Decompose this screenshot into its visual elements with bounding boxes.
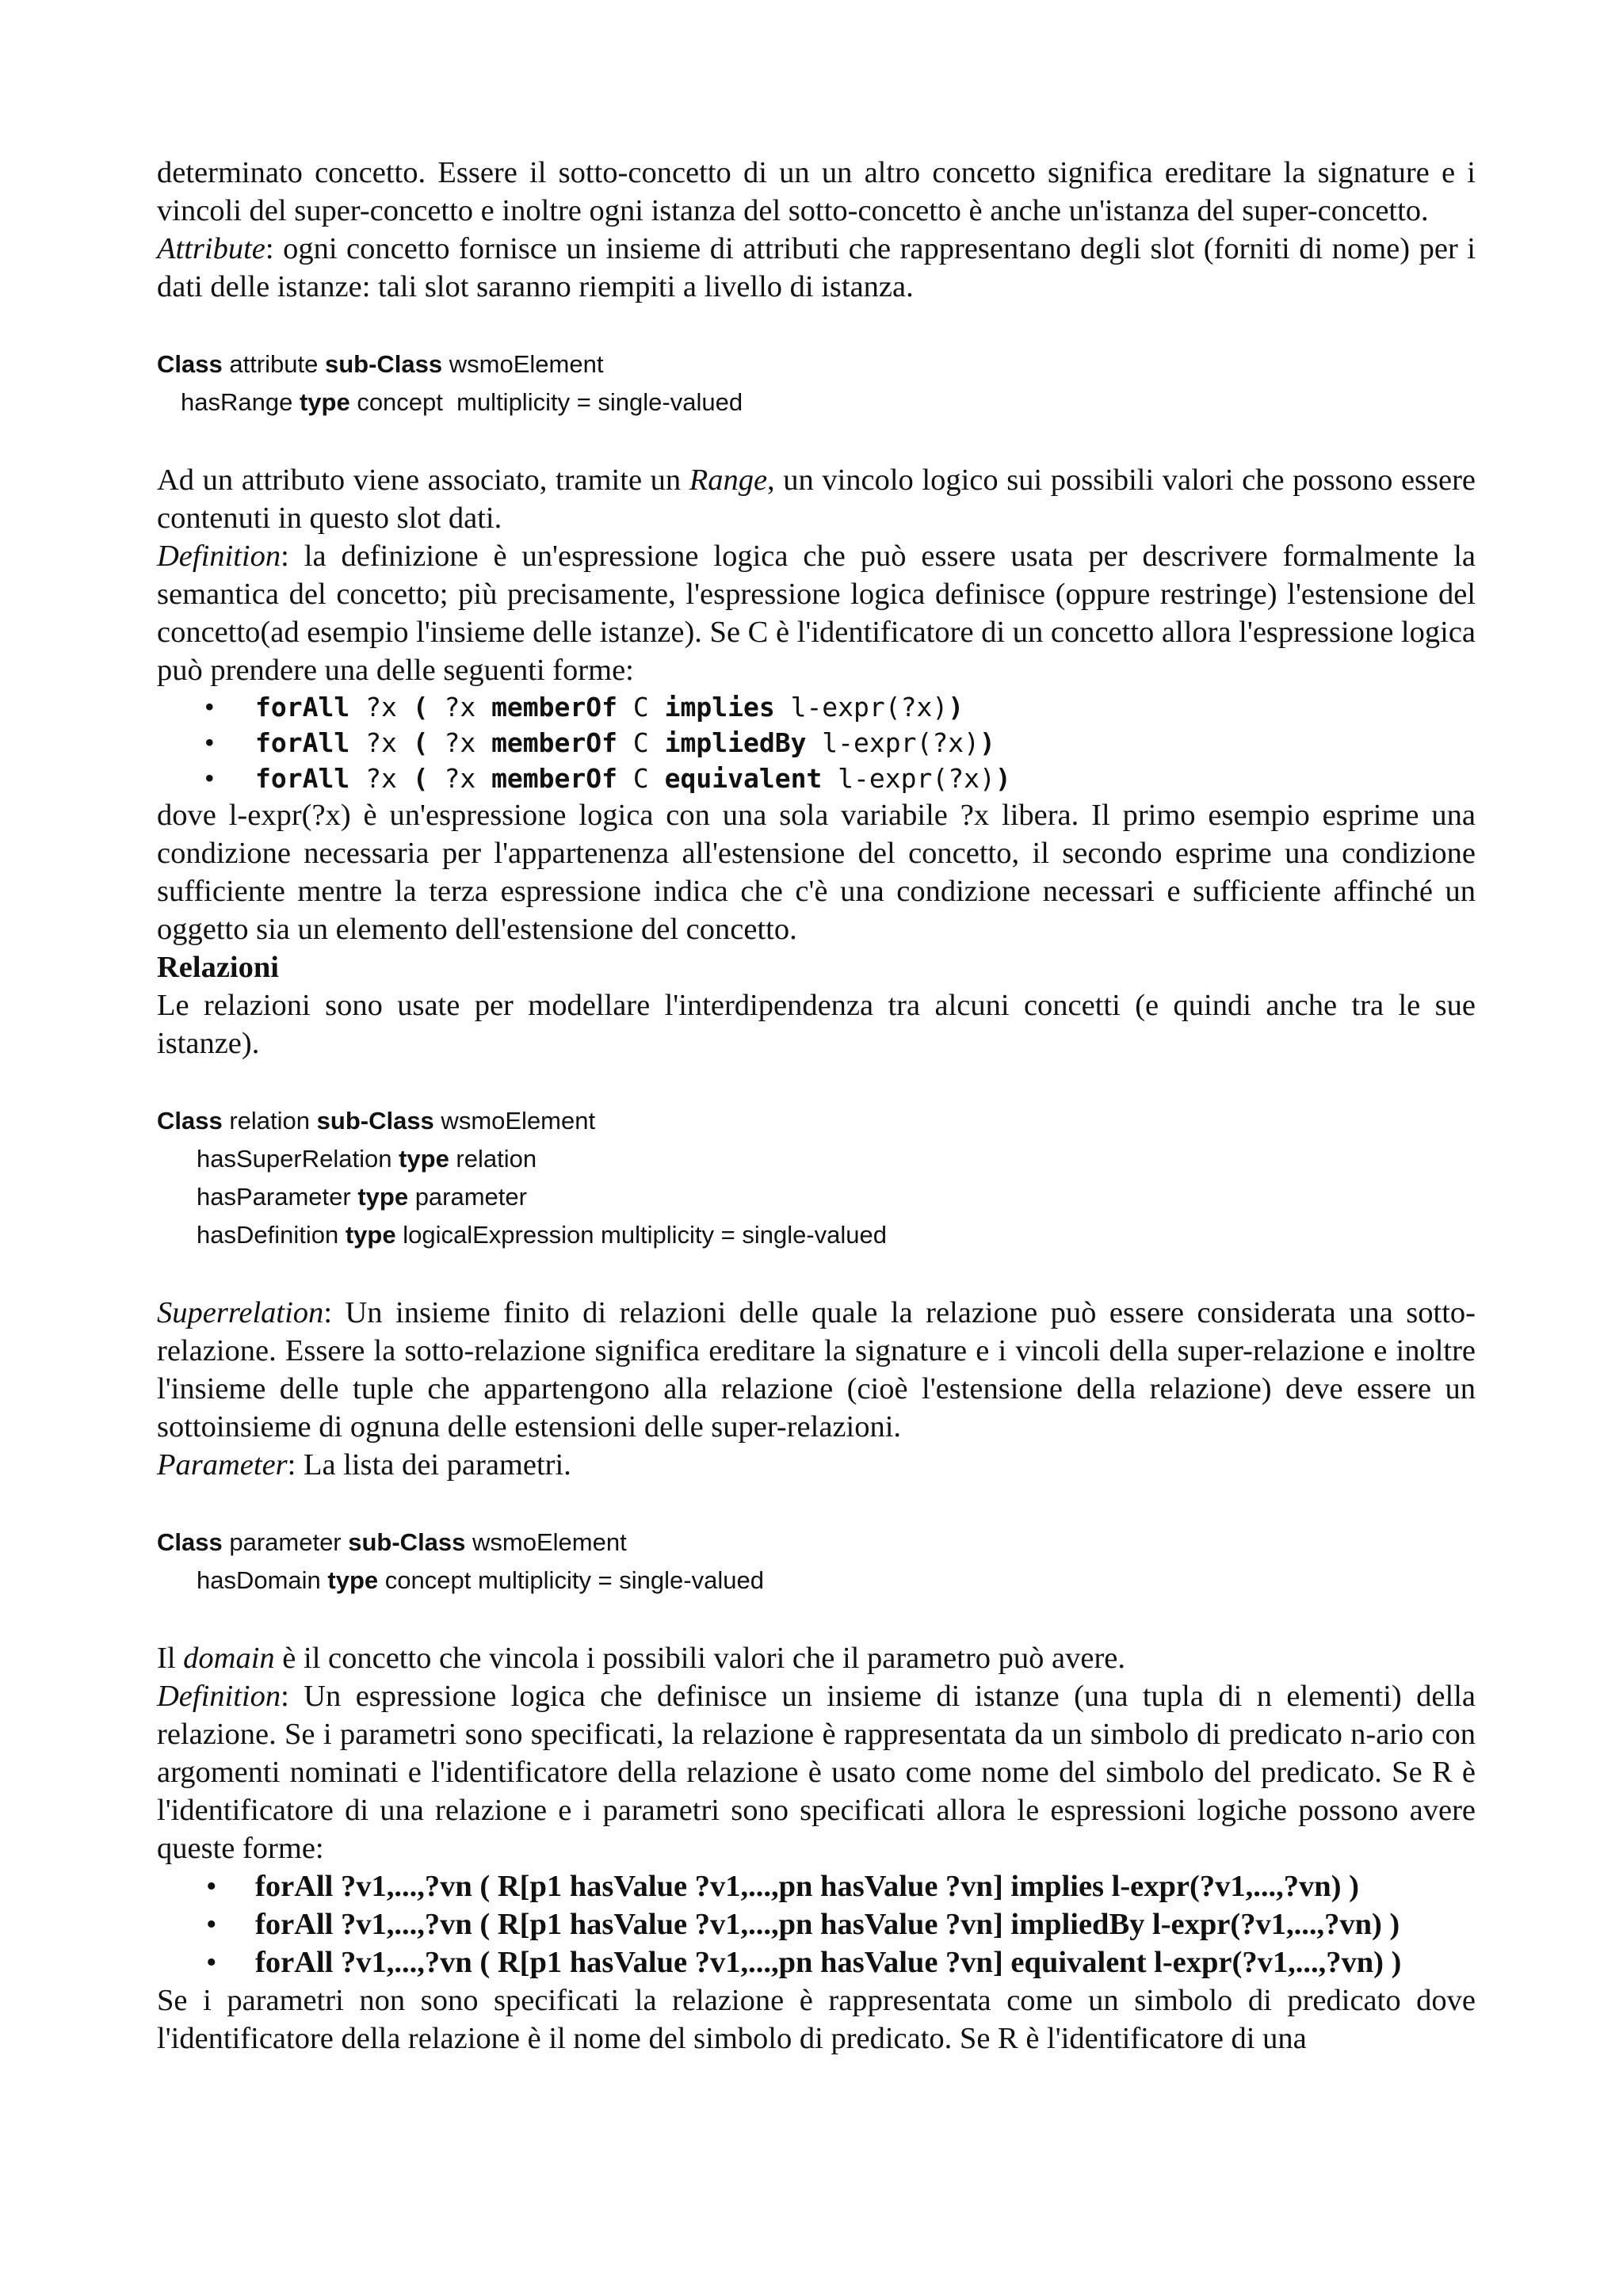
concept-id: C [617,763,665,794]
kw-memberof: memberOf [491,692,618,723]
kw-subclass: sub-Class [324,350,443,378]
property-rest: parameter [408,1183,527,1211]
property-name: hasSuperRelation [197,1145,399,1173]
class-parameter-block [157,1524,1476,1600]
expr: l-expr(?x) [806,727,980,758]
domain-after: è il concetto che vincola i possibili valori che il parametro può avere. [274,1642,1125,1675]
paren-close: ) [948,692,964,723]
parameter-term: Parameter [157,1448,288,1482]
class-attribute-property [157,383,1476,421]
lexpr-paragraph: dove l-expr(?x) è un'espressione logica con una sola variabile ?x libera. Il primo esempio esprime una condizione necessaria per l'appartenenza all'estensione del concetto, il secondo esprime una condizione sufficiente mentre la terza espressione indica che c'è una condizione necessari e sufficiente affinché un oggetto sia un elemento dell'estensione del concetto. [157,799,1476,946]
relation-forms-list [157,1867,1476,1981]
range-term: Range [689,463,768,497]
list-item: • forAll ?v1,...,?vn ( R[p1 hasValue ?v1,...,pn hasValue ?vn] implies l-expr(?v1,...,?vn) ) [157,1867,1476,1905]
property-rest: logicalExpression multiplicity = single-valued [395,1221,888,1249]
kw-type: type [345,1221,396,1249]
domain-term: domain [183,1642,275,1675]
list-item [157,689,1476,725]
var: ?x [349,692,413,723]
list-item [157,725,1476,761]
parameter-paragraph [157,1446,1476,1484]
class-attribute-block [157,345,1476,421]
document-page [157,154,1476,2058]
section-heading-relazioni: Relazioni [157,951,279,984]
var: ?x [349,763,413,794]
class-relation-property [157,1216,1476,1254]
class-name: parameter [222,1528,349,1556]
concept-id: C [617,727,665,758]
class-name: attribute [222,350,325,378]
paren-close: ) [979,727,995,758]
range-paragraph [157,461,1476,537]
superrelation-text: : Un insieme finito di relazioni delle quale la relazione può essere considerata una sotto-relazione. Essere la sotto-relazione significa ereditare la signature e i vincoli della super-relazione e inoltre l'insieme delle tuple che appartengono alla relazione (cioè l'estensione della relazione) deve essere un sottoinsieme di ognuna delle estensioni delle super-relazioni. [157,1296,1476,1444]
paren-open: ( [412,763,429,794]
kw-subclass: sub-Class [348,1528,466,1556]
expr: l-expr(?x) [822,763,995,794]
property-rest: relation [449,1145,537,1173]
kw-type: type [399,1145,449,1173]
relazioni-paragraph: Le relazioni sono usate per modellare l'interdipendenza tra alcuni concetti (e quindi anche tra le sue istanze). [157,989,1476,1060]
class-parent: wsmoElement [465,1528,627,1556]
definition2-text: : Un espressione logica che definisce un insieme di istanze (una tupla di n elementi) della relazione. Se i parametri sono specificati, la relazione è rappresentata da un simbolo di predicato n-ario con argomenti nominati e l'identificatore della relazione è usato come nome del simbolo del predicato. Se R è l'identificatore di una relazione e i parametri sono specificati allora le espressioni logiche possono avere queste forme: [157,1680,1476,1865]
definition-term: Definition [157,540,281,573]
kw-subclass: sub-Class [316,1107,434,1135]
var: ?x [428,692,492,723]
final-paragraph: Se i parametri non sono specificati la relazione è rappresentata come un simbolo di predicato dove l'identificatore della relazione è il nome del simbolo di predicato. Se R è l'identificatore di una [157,1984,1476,2055]
concept-id: C [617,692,665,723]
list-item: • forAll ?v1,...,?vn ( R[p1 hasValue ?v1,...,pn hasValue ?vn] equivalent l-expr(?v1,...,?vn) ) [157,1943,1476,1981]
paren-open: ( [412,727,429,758]
kw-operator: equivalent [664,763,823,794]
var: ?x [428,763,492,794]
superrelation-term: Superrelation [157,1296,324,1329]
class-parent: wsmoElement [433,1107,596,1135]
property-name: hasDefinition [197,1221,346,1249]
kw-type: type [327,1566,379,1594]
property-name: hasRange [181,388,300,416]
kw-type: type [299,388,350,416]
var: ?x [428,727,492,758]
kw-class: Class [157,1528,223,1556]
kw-forall: forAll [255,727,350,758]
paren-open: ( [412,692,429,723]
domain-before: Il [157,1642,184,1675]
paren-close: ) [995,763,1011,794]
intro-paragraph: determinato concetto. Essere il sotto-concetto di un un altro concetto significa ereditare la signature e i vincoli del super-concetto e inoltre ogni istanza del sotto-concetto è anche un'istanza del super-concetto. [157,156,1476,227]
class-parameter-property [157,1562,1476,1600]
kw-memberof: memberOf [491,763,618,794]
kw-forall: forAll [255,763,350,794]
attribute-text: : ogni concetto fornisce un insieme di attributi che rappresentano degli slot (forniti di nome) per i dati delle istanze: tali slot saranno riempiti a livello di istanza. [157,232,1476,303]
kw-class: Class [157,1107,223,1135]
class-parent: wsmoElement [442,350,604,378]
expr: l-expr(?x) [774,692,949,723]
class-relation-property [157,1140,1476,1178]
property-name: hasParameter [197,1183,358,1211]
class-parameter-header [157,1524,1476,1562]
domain-paragraph [157,1639,1476,1677]
class-relation-header [157,1102,1476,1140]
attribute-term: Attribute [157,232,265,265]
superrelation-paragraph [157,1294,1476,1446]
property-rest: concept multiplicity = single-valued [349,388,743,416]
kw-operator: impliedBy [664,727,807,758]
kw-memberof: memberOf [491,727,618,758]
list-item: • forAll ?v1,...,?vn ( R[p1 hasValue ?v1,...,pn hasValue ?vn] impliedBy l-expr(?v1,...,?vn) ) [157,1905,1476,1943]
range-after: , un vincolo logico sui possibili valori che possono essere contenuti in questo slot dati. [157,463,1476,535]
kw-operator: implies [664,692,775,723]
list-item [157,761,1476,796]
definition-text: : la definizione è un'espressione logica che può essere usata per descrivere formalmente la semantica del concetto; più precisamente, l'espressione logica definisce (oppure restringe) l'estensione del concetto(ad esempio l'insieme delle istanze). Se C è l'identificatore di un concetto allora l'espressione logica può prendere una delle seguenti forme: [157,540,1476,687]
definition2-paragraph [157,1677,1476,1867]
class-name: relation [222,1107,317,1135]
class-relation-property [157,1178,1476,1216]
kw-forall: forAll [255,692,350,723]
kw-type: type [357,1183,409,1211]
concept-forms-list [157,689,1476,796]
class-relation-block [157,1102,1476,1254]
property-rest: concept multiplicity = single-valued [378,1566,764,1594]
parameter-text: : La lista dei parametri. [287,1448,571,1482]
class-attribute-header [157,345,1476,383]
kw-class: Class [157,350,223,378]
attribute-paragraph [157,230,1476,306]
range-before: Ad un attributo viene associato, tramite un [157,463,689,497]
definition-paragraph [157,537,1476,689]
property-name: hasDomain [197,1566,328,1594]
var: ?x [349,727,413,758]
definition2-term: Definition [157,1680,281,1713]
